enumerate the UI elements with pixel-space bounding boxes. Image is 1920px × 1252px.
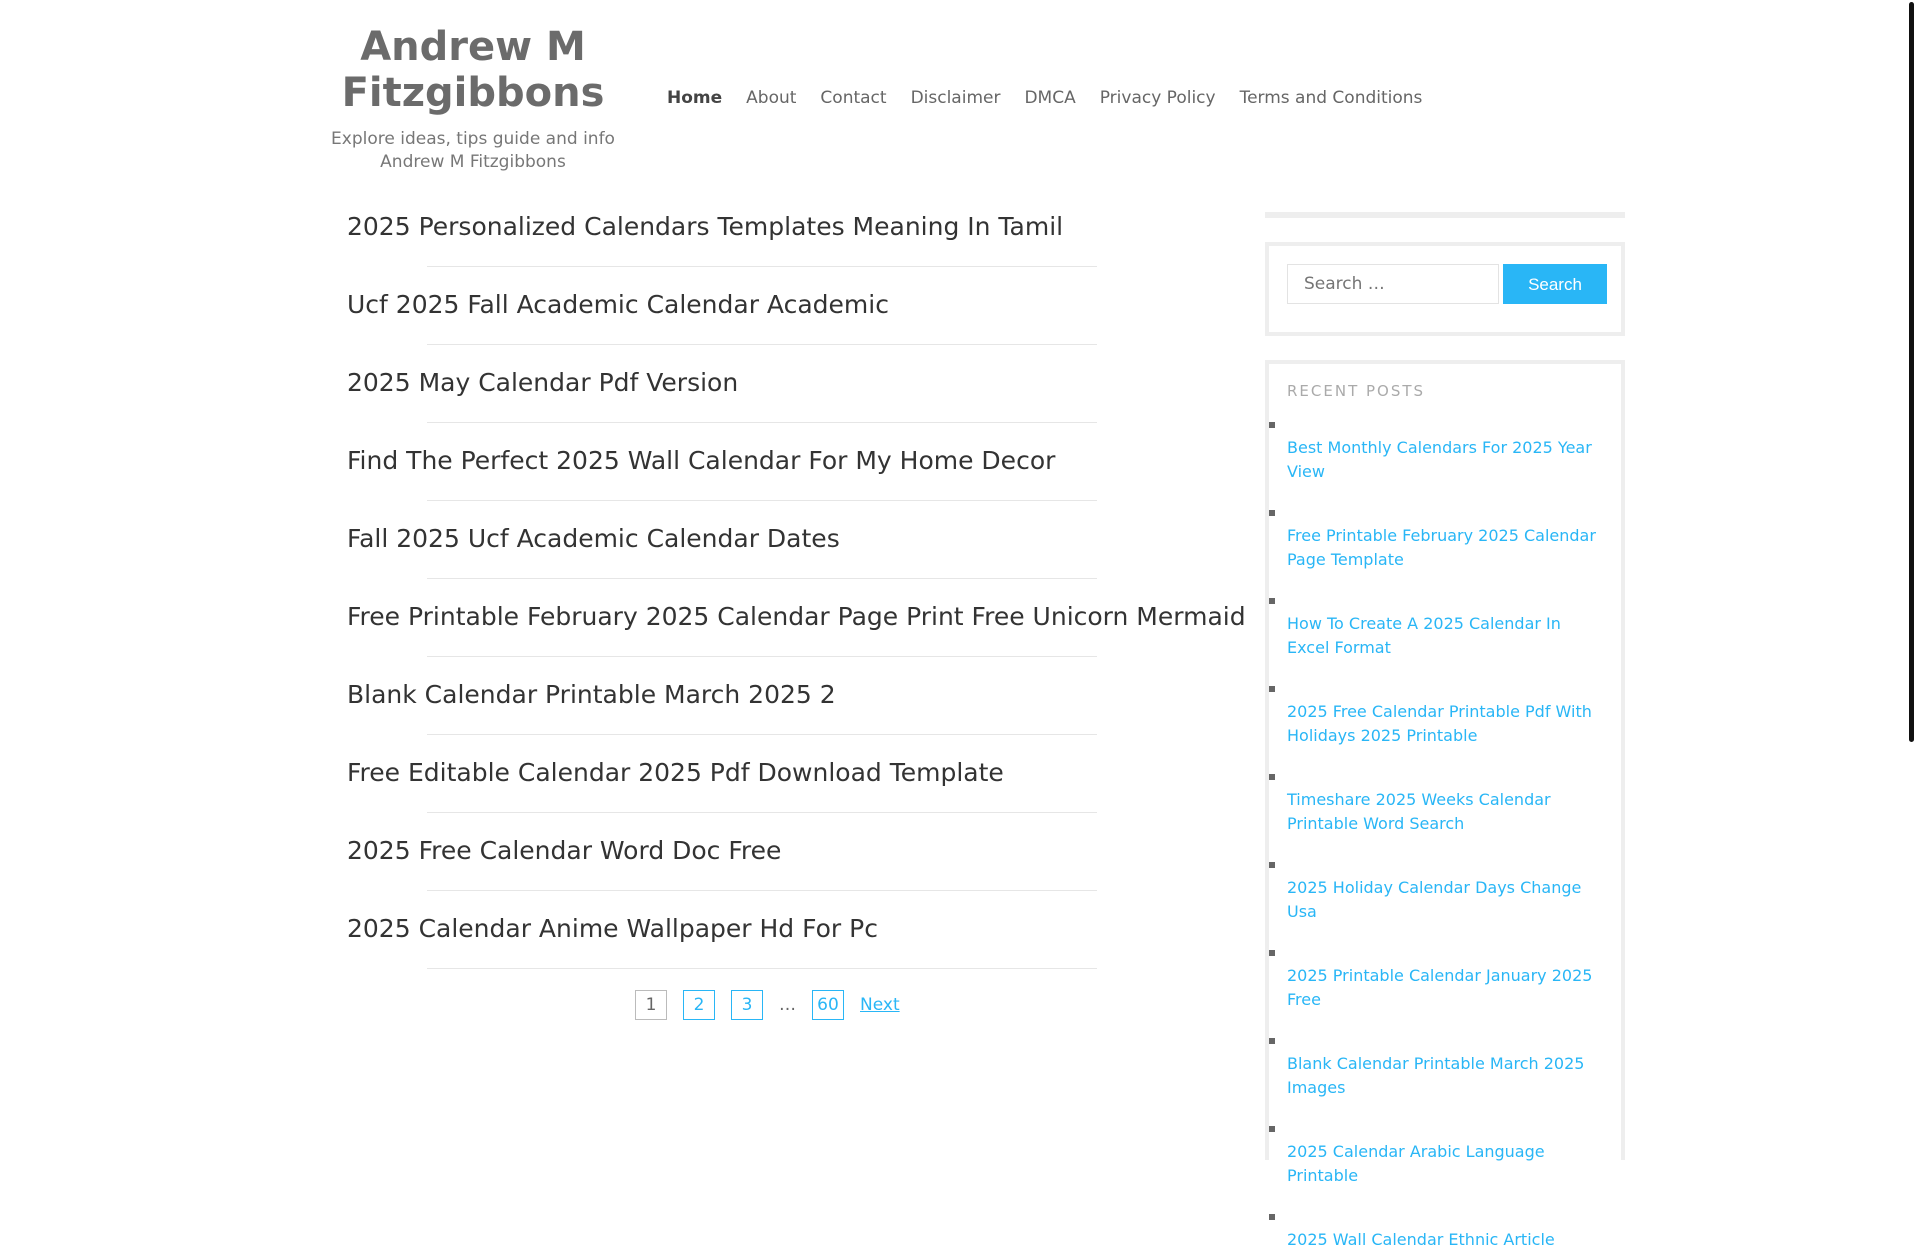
recent-post-item — [1287, 592, 1603, 660]
post-divider — [427, 968, 1097, 969]
search-input[interactable] — [1287, 264, 1499, 304]
recent-post-item — [1287, 1208, 1603, 1252]
scrollbar-thumb[interactable] — [1909, 2, 1914, 742]
nav-privacy-policy[interactable]: Privacy Policy — [1099, 88, 1216, 108]
recent-post-link[interactable]: Free Printable February 2025 Calendar Page Template — [1287, 526, 1596, 569]
post-title[interactable]: 2025 May Calendar Pdf Version — [347, 368, 739, 397]
post-divider — [427, 812, 1097, 813]
post-title[interactable]: 2025 Calendar Anime Wallpaper Hd For Pc — [347, 914, 878, 943]
post-item — [347, 424, 1227, 502]
recent-posts-widget — [1265, 360, 1625, 1249]
recent-post-link[interactable]: Blank Calendar Printable March 2025 Images — [1287, 1054, 1585, 1097]
page-1-current: 1 — [635, 990, 667, 1020]
bullet-icon — [1269, 1126, 1275, 1132]
post-item — [347, 268, 1227, 346]
post-item — [347, 892, 1227, 970]
post-divider — [427, 422, 1097, 423]
post-divider — [427, 578, 1097, 579]
post-title[interactable]: 2025 Free Calendar Word Doc Free — [347, 836, 782, 865]
post-title[interactable]: Ucf 2025 Fall Academic Calendar Academic — [347, 290, 889, 319]
post-item — [347, 346, 1227, 424]
post-divider — [427, 734, 1097, 735]
post-item — [347, 580, 1246, 658]
site-description: Explore ideas, tips guide and info Andrew M Fitzgibbons — [331, 129, 615, 172]
post-title[interactable]: 2025 Personalized Calendars Templates Meaning In Tamil — [347, 212, 1064, 241]
recent-post-item — [1287, 768, 1603, 836]
post-title[interactable]: Free Printable February 2025 Calendar Page Print Free Unicorn Mermaid — [347, 602, 1246, 631]
widget-title: RECENT POSTS — [1287, 382, 1426, 400]
post-item — [347, 814, 1227, 892]
post-item — [347, 190, 1227, 268]
page-last-link[interactable]: 60 — [812, 990, 844, 1020]
bullet-icon — [1269, 686, 1275, 692]
page-3-link[interactable]: 3 — [731, 990, 763, 1020]
bullet-icon — [1269, 774, 1275, 780]
recent-post-link[interactable]: 2025 Free Calendar Printable Pdf With Holidays 2025 Printable — [1287, 702, 1592, 745]
scrollbar[interactable] — [1903, 0, 1920, 1080]
nav-contact[interactable]: Contact — [820, 88, 887, 108]
nav-home[interactable]: Home — [667, 88, 723, 108]
nav-terms-and-conditions[interactable]: Terms and Conditions — [1239, 88, 1423, 108]
recent-post-item — [1287, 1120, 1603, 1188]
post-divider — [427, 266, 1097, 267]
recent-post-link[interactable]: Best Monthly Calendars For 2025 Year View — [1287, 438, 1592, 481]
post-title[interactable]: Find The Perfect 2025 Wall Calendar For My Home Decor — [347, 446, 1056, 475]
post-item — [347, 502, 1227, 580]
post-divider — [427, 656, 1097, 657]
post-item — [347, 736, 1227, 814]
sidebar-top-bar — [1265, 212, 1625, 218]
page-ellipsis: … — [779, 995, 796, 1015]
bullet-icon — [1269, 1038, 1275, 1044]
post-title[interactable]: Blank Calendar Printable March 2025 2 — [347, 680, 836, 709]
recent-post-item — [1287, 680, 1603, 748]
post-divider — [427, 500, 1097, 501]
recent-post-link[interactable]: 2025 Printable Calendar January 2025 Free — [1287, 966, 1593, 1009]
bullet-icon — [1269, 422, 1275, 428]
post-title[interactable]: Fall 2025 Ucf Academic Calendar Dates — [347, 524, 840, 553]
pagination — [635, 990, 900, 1020]
recent-post-item — [1287, 504, 1603, 572]
recent-post-item — [1287, 416, 1603, 484]
search-button[interactable]: Search — [1503, 264, 1607, 304]
recent-post-item — [1287, 1032, 1603, 1100]
site-title[interactable]: Andrew M Fitzgibbons — [341, 24, 605, 116]
bullet-icon — [1269, 862, 1275, 868]
recent-post-link[interactable]: How To Create A 2025 Calendar In Excel Format — [1287, 614, 1561, 657]
post-divider — [427, 890, 1097, 891]
post-divider — [427, 344, 1097, 345]
recent-post-item — [1287, 856, 1603, 924]
bullet-icon — [1269, 1214, 1275, 1220]
next-page-link[interactable]: Next — [860, 995, 900, 1015]
recent-post-link[interactable]: 2025 Wall Calendar Ethnic Article — [1287, 1230, 1555, 1249]
bullet-icon — [1269, 598, 1275, 604]
nav-about[interactable]: About — [746, 88, 797, 108]
recent-post-link[interactable]: 2025 Calendar Arabic Language Printable — [1287, 1142, 1545, 1185]
bullet-icon — [1269, 510, 1275, 516]
bullet-icon — [1269, 950, 1275, 956]
recent-post-link[interactable]: Timeshare 2025 Weeks Calendar Printable Word Search — [1287, 790, 1551, 833]
post-list — [347, 190, 1246, 970]
recent-post-link[interactable]: 2025 Holiday Calendar Days Change Usa — [1287, 878, 1582, 921]
search-widget — [1265, 242, 1625, 336]
site-branding — [298, 24, 648, 174]
recent-post-item — [1287, 944, 1603, 1012]
post-title[interactable]: Free Editable Calendar 2025 Pdf Download Template — [347, 758, 1004, 787]
nav-disclaimer[interactable]: Disclaimer — [910, 88, 1001, 108]
post-item — [347, 658, 1227, 736]
page-2-link[interactable]: 2 — [683, 990, 715, 1020]
main-navigation — [667, 88, 1446, 108]
nav-dmca[interactable]: DMCA — [1024, 88, 1076, 108]
sidebar — [1265, 212, 1625, 1249]
